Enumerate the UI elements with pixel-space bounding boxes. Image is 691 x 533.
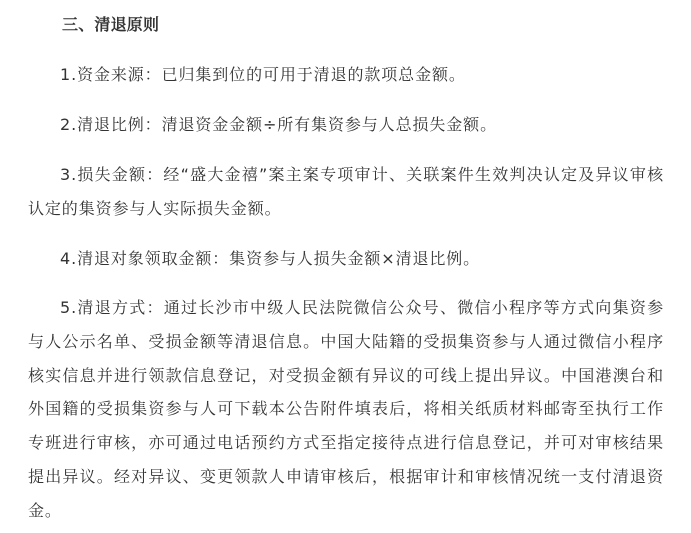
paragraph-fund-source: 1.资金来源：已归集到位的可用于清退的款项总金额。 [60,65,466,84]
paragraph-claim-amount: 4.清退对象领取金额：集资参与人损失金额×清退比例。 [60,249,481,268]
paragraph-loss-amount: 3.损失金额：经“盛大金禧”案主案专项审计、关联案件生效判决认定及异议审核认定的集资参与人实际损失金额。 [28,165,664,218]
paragraph-refund-method: 5.清退方式：通过长沙市中级人民法院微信公众号、微信小程序等方式向集资参与人公示名单、受损金额等清退信息。中国大陆籍的受损集资参与人通过微信小程序核实信息并进行领款信息登记，对受损金额有异议的可线上提出异议。中国港澳台和外国籍的受损集资参与人可下载本公告附件填表后，将相关纸质材料邮寄至执行工作专班进行审核，亦可通过电话预约方式至指定接待点进行信息登记，并可对审核结果提出异议。经对异议、变更领款人申请审核后，根据审计和审核情况统一支付清退资金。 [28,298,664,520]
paragraph-refund-ratio: 2.清退比例：清退资金金额÷所有集资参与人总损失金额。 [60,115,497,134]
section-heading: 三、清退原则 [62,15,160,34]
